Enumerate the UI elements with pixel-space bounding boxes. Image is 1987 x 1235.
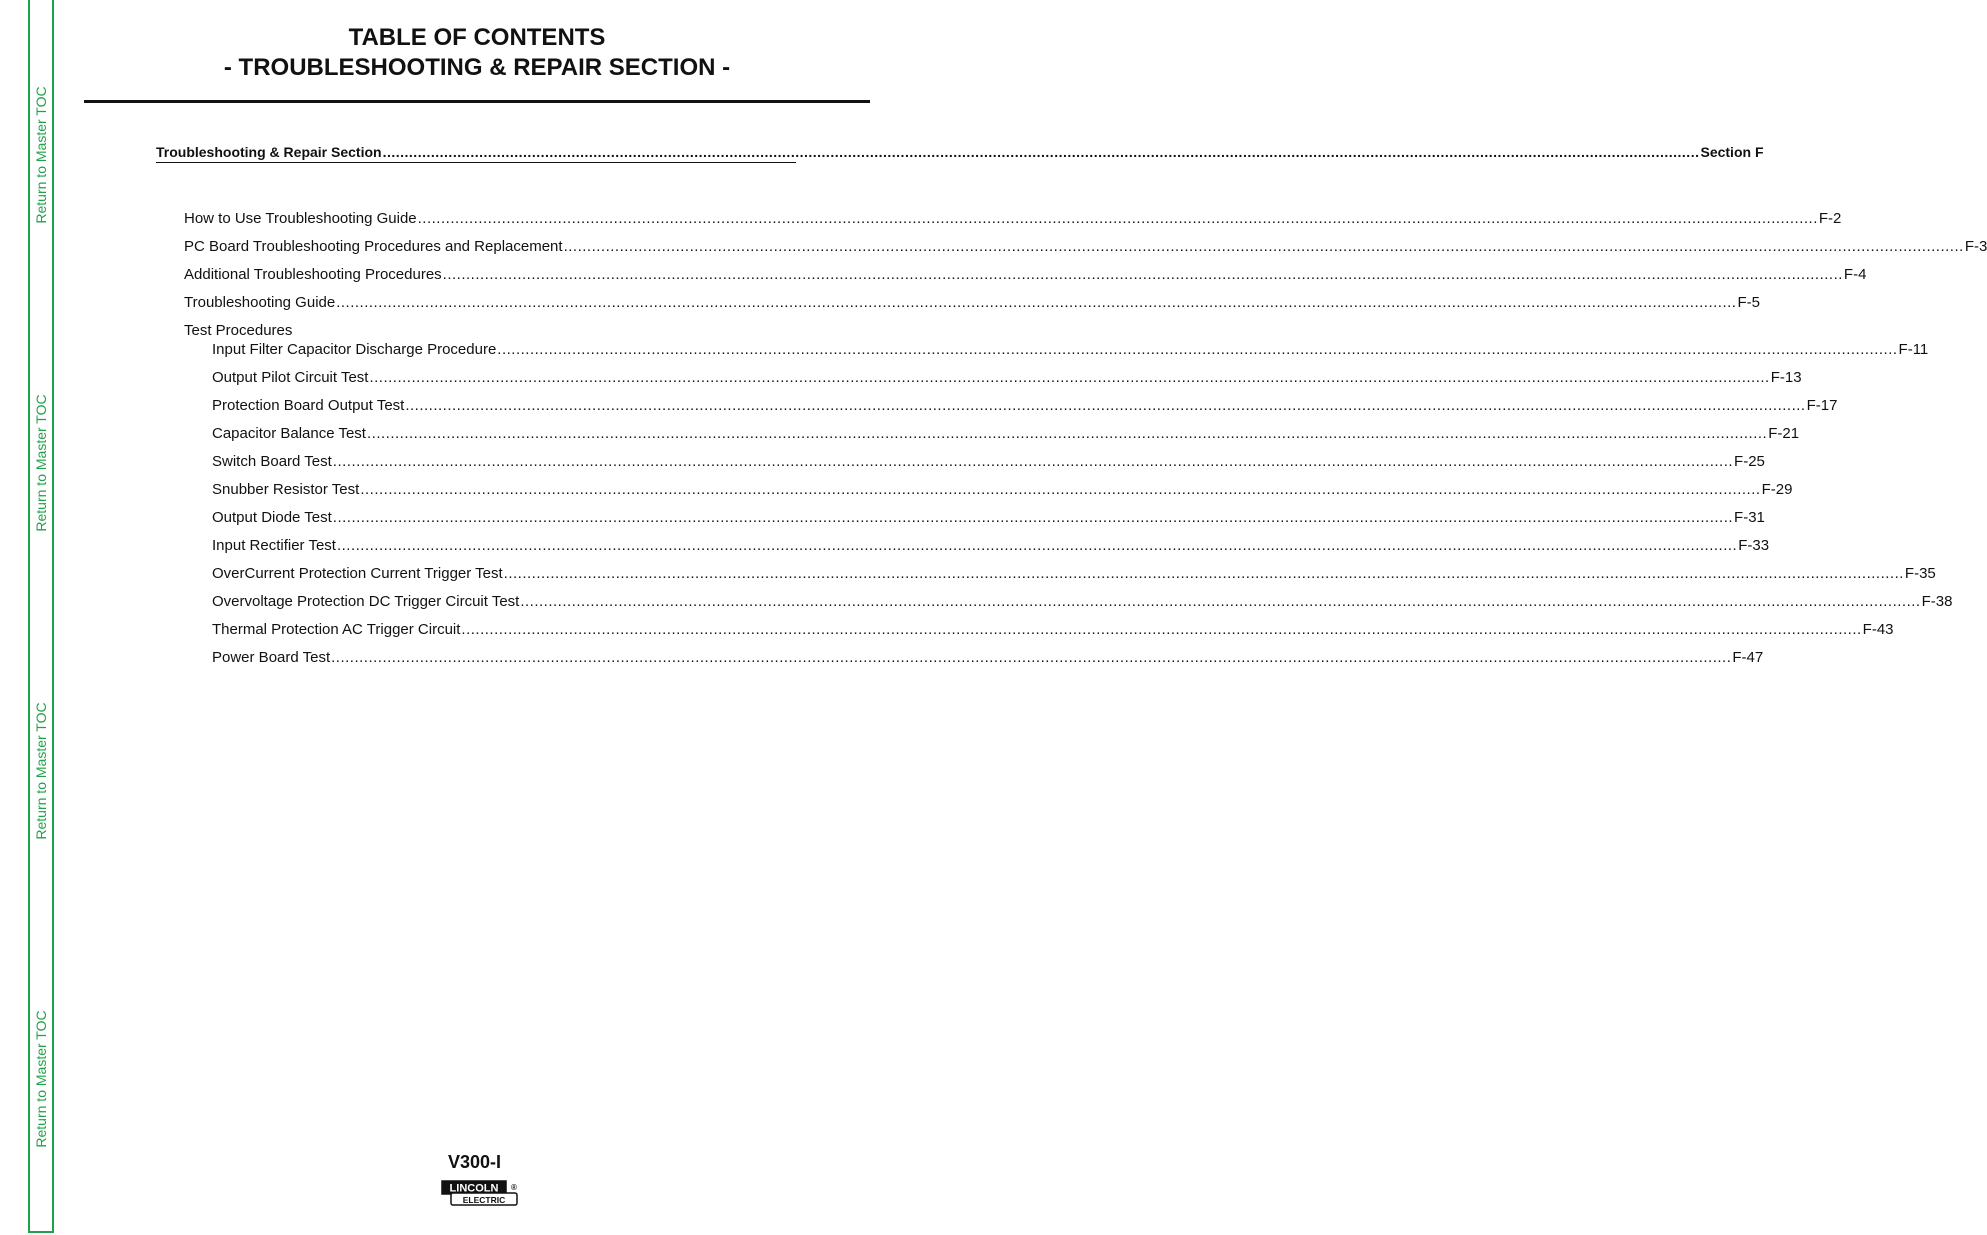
toc-entry-label: OverCurrent Protection Current Trigger Test bbox=[212, 565, 503, 582]
toc-entry-label: Output Pilot Circuit Test bbox=[212, 369, 369, 386]
section-heading-row[interactable] bbox=[156, 144, 1764, 163]
leader-dots: ............................................................................................................................................................................................................................................................................................................ bbox=[366, 425, 1768, 442]
test-procedure-entry[interactable] bbox=[212, 649, 1764, 666]
toc-entry-page: F-31 bbox=[1734, 509, 1765, 526]
leader-dots: ............................................................................................................................................................................................................................................................................................................ bbox=[331, 649, 1732, 666]
toc-entry-label: Output Diode Test bbox=[212, 509, 332, 526]
toc-entry-page: F-33 bbox=[1738, 537, 1770, 554]
toc-entry[interactable] bbox=[184, 294, 1760, 311]
toc-entry[interactable] bbox=[184, 238, 1987, 255]
toc-entry-label: Overvoltage Protection DC Trigger Circuit Test bbox=[212, 593, 520, 610]
page-title-line-2: - TROUBLESHOOTING & REPAIR SECTION - bbox=[223, 54, 731, 81]
leader-dots: ............................................................................................................................................................................................................................................................................................................ bbox=[382, 144, 1700, 160]
registered-mark: ® bbox=[511, 1183, 517, 1192]
toc-entry-label: Protection Board Output Test bbox=[212, 397, 405, 414]
leader-dots: ............................................................................................................................................................................................................................................................................................................ bbox=[503, 565, 1904, 582]
toc-entry-page: F-25 bbox=[1734, 453, 1765, 470]
toc-entry-page: F-47 bbox=[1732, 649, 1764, 666]
test-procedure-entry[interactable] bbox=[212, 509, 1765, 526]
toc-entry-page: F-11 bbox=[1898, 341, 1929, 358]
toc-entry-label: Input Filter Capacitor Discharge Procedure bbox=[212, 341, 497, 358]
leader-dots: ............................................................................................................................................................................................................................................................................................................ bbox=[417, 210, 1818, 227]
toc-entry-label: PC Board Troubleshooting Procedures and Replacement bbox=[184, 238, 563, 255]
toc-entry-label: Capacitor Balance Test bbox=[212, 425, 366, 442]
logo-text-electric: ELECTRIC bbox=[462, 1195, 506, 1205]
test-procedure-entry[interactable] bbox=[212, 397, 1838, 414]
leader-dots: ............................................................................................................................................................................................................................................................................................................ bbox=[336, 294, 1737, 311]
leader-dots: ............................................................................................................................................................................................................................................................................................................ bbox=[332, 453, 1734, 470]
toc-entry-page: F-4 bbox=[1843, 266, 1867, 283]
toc-entry-label: Snubber Resistor Test bbox=[212, 481, 360, 498]
toc-entry-label: Additional Troubleshooting Procedures bbox=[184, 266, 442, 283]
page-title-line-1: TABLE OF CONTENTS bbox=[348, 24, 606, 51]
test-procedure-entry[interactable] bbox=[212, 481, 1793, 498]
return-link-label[interactable]: Return to Master TOC bbox=[33, 394, 49, 532]
toc-entry-page: F-17 bbox=[1806, 397, 1838, 414]
toc-entry-label: Switch Board Test bbox=[212, 453, 332, 470]
title-divider bbox=[84, 100, 870, 103]
test-procedure-entry[interactable] bbox=[212, 425, 1800, 442]
toc-entry-page: F-21 bbox=[1768, 425, 1800, 442]
leader-dots: ............................................................................................................................................................................................................................................................................................................ bbox=[360, 481, 1761, 498]
test-procedure-entry[interactable] bbox=[212, 341, 1929, 358]
toc-entry-page: F-35 bbox=[1904, 565, 1936, 582]
lincoln-electric-logo bbox=[441, 1180, 519, 1206]
leader-dots: ............................................................................................................................................................................................................................................................................................................ bbox=[442, 266, 1843, 283]
test-procedure-entry[interactable] bbox=[212, 565, 1936, 582]
toc-entry[interactable] bbox=[184, 266, 1867, 283]
test-procedure-entry[interactable] bbox=[212, 593, 1953, 610]
return-link-label[interactable]: Return to Master TOC bbox=[33, 702, 49, 840]
model-number: V300-I bbox=[448, 1152, 502, 1172]
toc-entry-label: Input Rectifier Test bbox=[212, 537, 336, 554]
section-page: Section F bbox=[1700, 144, 1764, 160]
toc-entry-label: How to Use Troubleshooting Guide bbox=[184, 210, 417, 227]
toc-entry-page: F-13 bbox=[1770, 369, 1802, 386]
leader-dots: ............................................................................................................................................................................................................................................................................................................ bbox=[461, 621, 1862, 638]
leader-dots: ............................................................................................................................................................................................................................................................................................................ bbox=[369, 369, 1770, 386]
leader-dots: ............................................................................................................................................................................................................................................................................................................ bbox=[563, 238, 1964, 255]
toc-entry-page: F-5 bbox=[1737, 294, 1760, 311]
leader-dots: ............................................................................................................................................................................................................................................................................................................ bbox=[405, 397, 1806, 414]
toc-entry-page: F-38 bbox=[1921, 593, 1953, 610]
toc-entry-label: Power Board Test bbox=[212, 649, 331, 666]
test-procedure-entry[interactable] bbox=[212, 621, 1894, 638]
leader-dots: ............................................................................................................................................................................................................................................................................................................ bbox=[497, 341, 1898, 358]
leader-dots: ............................................................................................................................................................................................................................................................................................................ bbox=[332, 509, 1734, 526]
test-procedure-entry[interactable] bbox=[212, 453, 1765, 470]
toc-entry[interactable] bbox=[184, 210, 1842, 227]
toc-entry-page: F-29 bbox=[1761, 481, 1793, 498]
test-procedure-entry[interactable] bbox=[212, 537, 1770, 554]
section-label: Troubleshooting & Repair Section bbox=[156, 144, 382, 160]
leader-dots: ............................................................................................................................................................................................................................................................................................................ bbox=[520, 593, 1921, 610]
logo-text-lincoln: LINCOLN bbox=[449, 1182, 499, 1195]
toc-entry-label: Troubleshooting Guide bbox=[184, 294, 336, 311]
toc-entry-page: F-2 bbox=[1818, 210, 1842, 227]
test-procedures-heading: Test Procedures bbox=[184, 322, 293, 339]
toc-entry-page: F-3 bbox=[1964, 238, 1987, 255]
return-link-label[interactable]: Return to Master TOC bbox=[33, 1010, 49, 1148]
return-link-label[interactable]: Return to Master TOC bbox=[33, 86, 49, 224]
test-procedure-entry[interactable] bbox=[212, 369, 1802, 386]
toc-entry-label: Thermal Protection AC Trigger Circuit bbox=[212, 621, 461, 638]
toc-entry-page: F-43 bbox=[1862, 621, 1894, 638]
leader-dots: ............................................................................................................................................................................................................................................................................................................ bbox=[336, 537, 1738, 554]
